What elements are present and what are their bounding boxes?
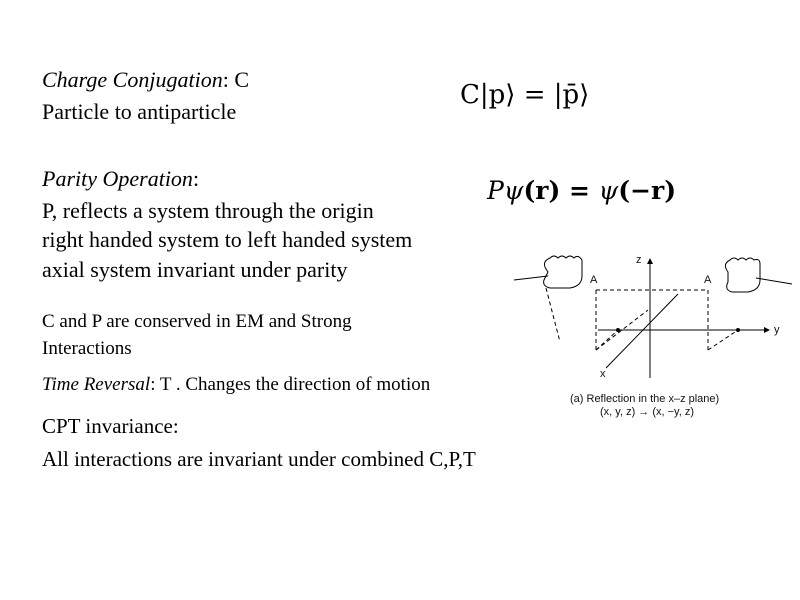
figure-caption-suffix: in the x–z plane) bbox=[638, 393, 720, 405]
point-a-right-label: A bbox=[704, 274, 712, 286]
right-hand-icon bbox=[725, 258, 760, 292]
left-projection-link bbox=[596, 330, 618, 350]
axis-y-label: y bbox=[774, 324, 780, 336]
left-point-marker bbox=[616, 328, 620, 332]
parity-equation-equals: = bbox=[560, 176, 599, 205]
cpt-statement: All interactions are invariant under combined C,P,T bbox=[42, 447, 476, 471]
axis-x-label: x bbox=[600, 368, 606, 380]
y-axis-arrow bbox=[764, 327, 770, 333]
left-thumb-icon bbox=[514, 276, 548, 280]
charge-conjugation-symbol: : C bbox=[222, 67, 249, 92]
parity-heading bbox=[42, 166, 199, 192]
parity-line-2: right handed system to left handed system bbox=[42, 227, 413, 252]
conservation-line-1: C and P are conserved in EM and Strong bbox=[42, 311, 352, 332]
right-point-marker bbox=[736, 328, 740, 332]
parity-equation-rhs: ψ bbox=[598, 176, 619, 205]
charge-conjugation-description: Particle to antiparticle bbox=[42, 99, 237, 124]
parity-line-3: axial system invariant under parity bbox=[42, 257, 348, 282]
parity-equation-rhs-arg: (−r) bbox=[618, 176, 677, 205]
right-projection-diag bbox=[708, 330, 738, 350]
cpt-heading: CPT invariance: bbox=[42, 414, 179, 438]
charge-conjugation-heading bbox=[42, 67, 249, 93]
left-hand-icon bbox=[544, 256, 582, 288]
parity-line-1: P, reflects a system through the origin bbox=[42, 198, 374, 223]
point-a-left-label: A bbox=[590, 274, 598, 286]
left-hand-guide bbox=[546, 288, 560, 342]
figure-caption-line-1 bbox=[570, 393, 719, 405]
right-thumb-icon bbox=[756, 278, 792, 284]
axis-z-label: z bbox=[636, 254, 642, 266]
reflection-figure bbox=[508, 250, 798, 422]
charge-conjugation-equation: C|p⟩ = |p̄⟩ bbox=[460, 80, 590, 110]
charge-conjugation-term: Charge Conjugation bbox=[42, 67, 223, 92]
figure-caption-prefix: (a) Reflection bbox=[570, 393, 636, 405]
parity-term: Parity Operation bbox=[42, 166, 193, 191]
figure-caption-line-2: (x, y, z) → (x, −y, z) bbox=[600, 406, 695, 418]
time-reversal-term: Time Reversal bbox=[42, 374, 151, 395]
conservation-line-2: Interactions bbox=[42, 338, 132, 359]
time-reversal-line bbox=[42, 374, 512, 396]
parity-equation-lhs: Pψ bbox=[487, 176, 524, 205]
parity-equation-lhs-arg: (r) bbox=[523, 176, 561, 205]
time-reversal-rest: : T . Changes the direction of motion bbox=[150, 374, 431, 395]
parity-equation bbox=[487, 176, 676, 205]
z-axis-arrow bbox=[647, 258, 653, 264]
parity-colon: : bbox=[192, 166, 200, 191]
